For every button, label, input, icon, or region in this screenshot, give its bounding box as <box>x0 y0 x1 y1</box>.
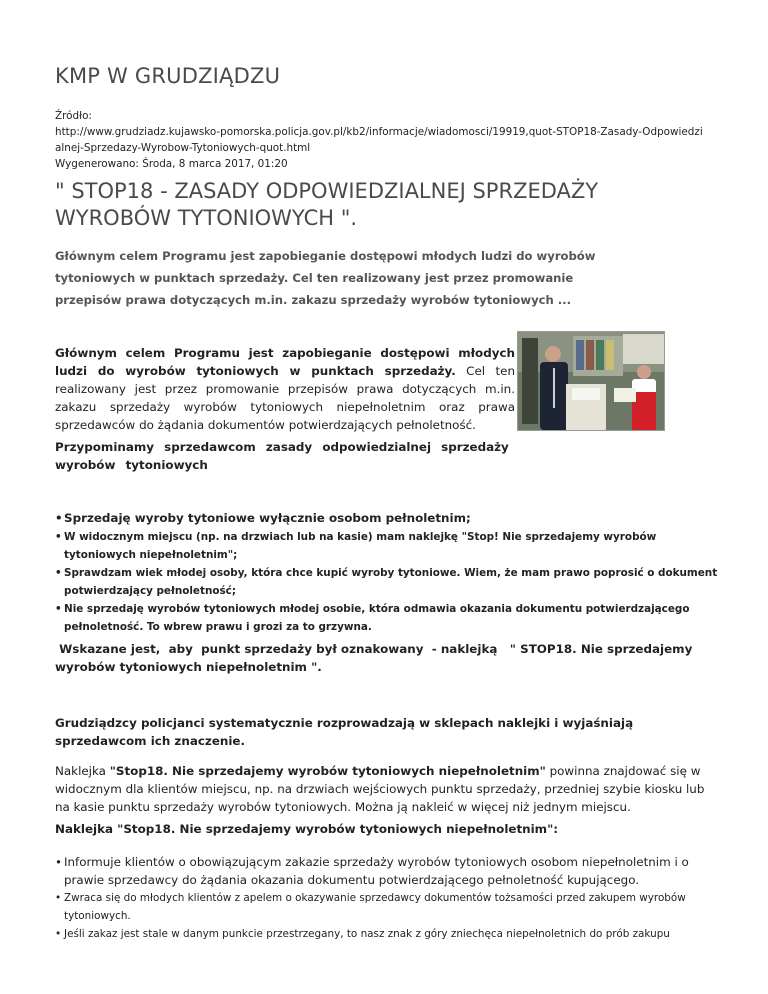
source-block <box>55 108 720 172</box>
source-label: Źródło: <box>55 110 92 122</box>
generated-date: Wygenerowano: Środa, 8 marca 2017, 01:20 <box>55 158 288 170</box>
sticker-name: "Stop18. Nie sprzedajemy wyrobów tytoniowych niepełnoletnim" <box>109 764 546 778</box>
article-photo <box>517 331 665 431</box>
recommendation-paragraph: Wskazane jest, aby punkt sprzedaży był oznakowany - naklejką " STOP18. Nie sprzedajemy wyrobów tytoniowych niepełnoletnim ". <box>55 642 697 674</box>
sticker-paragraph <box>55 762 720 816</box>
police-paragraph: Grudziądzcy policjanci systematycznie rozprowadzają w sklepach naklejki i wyjaśniają sprzedawcom ich znaczenie. <box>55 716 634 748</box>
photo-illustration <box>518 332 664 430</box>
list-item: • Sprawdzam wiek młodej osoby, która chce kupić wyroby tytoniowe. Wiem, że mam prawo poprosić o dokument potwierdzający pełnoletność; <box>55 564 720 600</box>
sticker-post: powinna znajdować się w widocznym dla klientów miejscu, np. na drzwiach wejściowych punktu sprzedaży, przedniej szybie kiosku lub na kasie punktu sprzedaży wyrobów tytoniowych. Można ją nakleić w więcej niż jednym miejscu. <box>55 764 705 814</box>
reminder-heading: Przypominamy sprzedawcom zasady odpowiedzialnej sprzedaży wyrobów tytoniowych <box>55 440 509 472</box>
intro-rest: Cel ten realizowany jest przez promowanie przepisów prawa dotyczących m.in. zakazu sprzedaży wyrobów tytoniowych niepełnoletnim oraz prawa sprzedawców do żądania dokumentów potwierdzających pełnoletność. <box>55 364 515 432</box>
sticker-pre: Naklejka <box>55 764 110 778</box>
site-title: KMP W GRUDZIĄDZU <box>55 64 281 88</box>
source-url-line-2[interactable]: alnej-Sprzedazy-Wyrobow-Tytoniowych-quot.html <box>55 142 311 154</box>
intro-paragraph <box>55 344 515 434</box>
list-item: • Sprzedaję wyroby tytoniowe wyłącznie osobom pełnoletnim; <box>55 508 720 528</box>
sticker-heading: Naklejka "Stop18. Nie sprzedajemy wyrobów tytoniowych niepełnoletnim": <box>55 822 559 836</box>
facts-list <box>55 853 720 943</box>
article-title: " STOP18 - ZASADY ODPOWIEDZIALNEJ SPRZEDAŻY WYROBÓW TYTONIOWYCH ". <box>55 179 599 230</box>
intro-bold: Głównym celem Programu jest zapobieganie dostępowi młodych ludzi do wyrobów tytoniowych w punktach sprzedaży. <box>55 346 515 378</box>
list-item: • Jeśli zakaz jest stale w danym punkcie przestrzegany, to nasz znak z góry zniechęca niepełnoletnich do prób zakupu <box>55 925 720 943</box>
list-item: • Nie sprzedaję wyrobów tytoniowych młodej osobie, która odmawia okazania dokumentu potwierdzającego pełnoletność. To wbrew prawu i grozi za to grzywna. <box>55 600 720 636</box>
lead-paragraph: Głównym celem Programu jest zapobieganie dostępowi młodych ludzi do wyrobów tytoniowych w punktach sprzedaży. Cel ten realizowany jest przez promowanie przepisów prawa dotyczących m.in. zakazu sprzedaży wyrobów tytoniowych ... <box>55 249 596 307</box>
list-item: • Zwraca się do młodych klientów z apelem o okazywanie sprzedawcy dokumentów tożsamości przed zakupem wyrobów tytoniowych. <box>55 889 720 925</box>
list-item: • W widocznym miejscu (np. na drzwiach lub na kasie) mam naklejkę "Stop! Nie sprzedajemy wyrobów tytoniowych niepełnoletnim"; <box>55 528 720 564</box>
rules-list <box>55 508 720 636</box>
source-url-line-1[interactable]: http://www.grudziadz.kujawsko-pomorska.policja.gov.pl/kb2/informacje/wiadomosci/19919,quot-STOP18-Zasady-Odpowiedzi <box>55 126 703 138</box>
list-item: • Informuje klientów o obowiązującym zakazie sprzedaży wyrobów tytoniowych osobom niepełnoletnim i o prawie sprzedawcy do żądania okazania dokumentu potwierdzającego pełnoletność kupującego. <box>55 853 720 889</box>
